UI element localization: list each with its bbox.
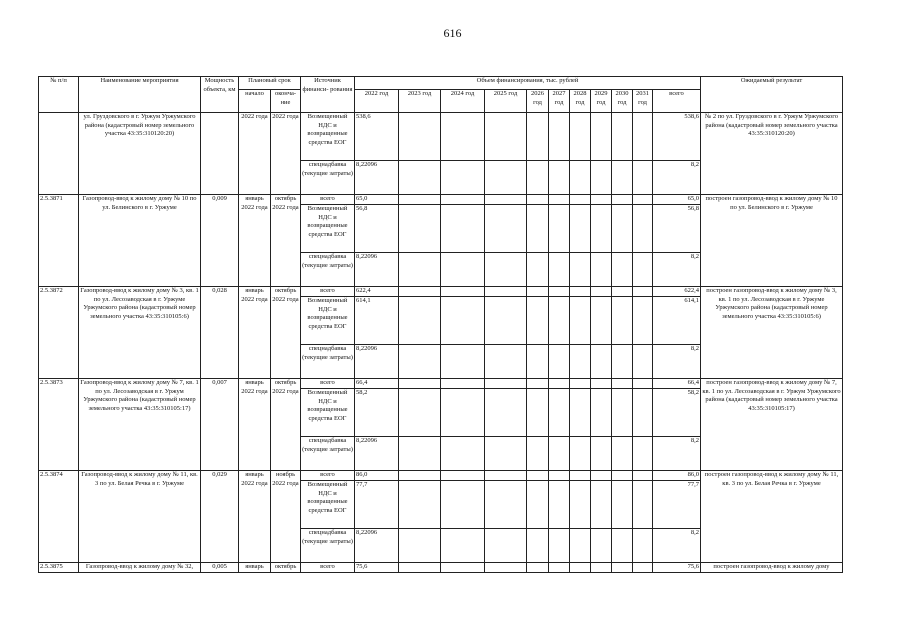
header-total: всего — [653, 90, 701, 113]
header-year: 2031 год — [633, 90, 653, 113]
header-source: Источник финанси- рования — [301, 77, 355, 113]
row-result: № 2 по ул. Груздовского в г. Уржум Уржумского района (кадастровый номер земельного участка 43:35:310120:20) — [701, 113, 843, 195]
row-name: Газопровод-ввод к жилому дому № 7, кв. 1 по ул. Лесозаводская в г. Уржум Уржумского района (кадастровый номер земельного участка 43:35:310105:17) — [79, 379, 201, 471]
page-number: 616 — [443, 26, 462, 40]
header-year: 2028 год — [570, 90, 591, 113]
row-start: 2022 года — [239, 113, 271, 195]
row-source: всего — [301, 471, 355, 481]
row-end: октябрь — [271, 563, 301, 573]
row-source: всего — [301, 195, 355, 205]
header-year: 2024 год — [441, 90, 485, 113]
header-year: 2026 год — [527, 90, 549, 113]
row-name: Газопровод-ввод к жилому дому № 32, — [79, 563, 201, 573]
row-source: спецнадбавка (текущие затраты) — [301, 161, 355, 195]
row-capacity: 0,009 — [201, 195, 239, 287]
value-2022: 65,0 — [355, 195, 399, 205]
header-year: 2027 год — [549, 90, 570, 113]
value-total: 65,0 — [653, 195, 701, 205]
value-2022: 58,2 — [355, 389, 399, 437]
row-name: Газопровод-ввод к жилому дому № 3, кв. 1 по ул. Лесозаводская в г. Уржуме Уржумского района (кадастровый номер земельного участка 43:35:310105:6) — [79, 287, 201, 379]
value-2022: 8,22096 — [355, 161, 399, 195]
row-result: построен газопровод-ввод к жилому дому № 7, кв. 1 по ул. Лесозаводская в г. Уржум Уржумского района (кадастровый номер земельного участка 43:35:310105:17) — [701, 379, 843, 471]
header-result: Ожидаемый результат — [701, 77, 843, 113]
table-row — [39, 195, 843, 205]
value-total: 58,2 — [653, 389, 701, 437]
value-total: 66,4 — [653, 379, 701, 389]
row-num — [39, 113, 79, 195]
row-capacity: 0,029 — [201, 471, 239, 563]
value-2022: 622,4 — [355, 287, 399, 297]
header-year: 2025 год — [485, 90, 527, 113]
row-result: построен газопровод-ввод к жилому дому № 10 по ул. Белинского в г. Уржуме — [701, 195, 843, 287]
value-2022: 614,1 — [355, 297, 399, 345]
header-capacity: Мощность объекта, км — [201, 77, 239, 113]
table-row — [39, 113, 843, 161]
row-source: спецнадбавка (текущие затраты) — [301, 437, 355, 471]
row-name: ул. Груздовского в г. Уржум Уржумского района (кадастровый номер земельного участка 43:35:310120:20) — [79, 113, 201, 195]
row-start: январь 2022 года — [239, 379, 271, 471]
value-2022: 8,22096 — [355, 529, 399, 563]
financing-table — [38, 76, 843, 573]
row-source: всего — [301, 287, 355, 297]
value-2022: 77,7 — [355, 481, 399, 529]
header-year: 2029 год — [591, 90, 612, 113]
value-2022: 66,4 — [355, 379, 399, 389]
row-end: октябрь 2022 года — [271, 195, 301, 287]
value-total: 614,1 — [653, 297, 701, 345]
value-2022: 8,22096 — [355, 437, 399, 471]
row-source: Возмещенный НДС и возвращенные средства ЕОГ — [301, 113, 355, 161]
row-end: ноябрь 2022 года — [271, 471, 301, 563]
row-start: январь 2022 года — [239, 287, 271, 379]
row-result: построен газопровод-ввод к жилому дому № 3, кв. 1 по ул. Лесозаводская в г. Уржуме Уржумского района (кадастровый номер земельного участка 43:35:310105:6) — [701, 287, 843, 379]
value-total: 75,6 — [653, 563, 701, 573]
value-total: 56,8 — [653, 205, 701, 253]
row-source: Возмещенный НДС и возвращенные средства ЕОГ — [301, 205, 355, 253]
header-year: 2022 год — [355, 90, 399, 113]
row-source: Возмещенный НДС и возвращенные средства ЕОГ — [301, 481, 355, 529]
row-end: октябрь 2022 года — [271, 379, 301, 471]
value-total: 8,2 — [653, 529, 701, 563]
row-start: январь — [239, 563, 271, 573]
value-total: 8,2 — [653, 161, 701, 195]
value-total: 8,2 — [653, 437, 701, 471]
table-row — [39, 471, 843, 481]
row-num: 2.5.3874 — [39, 471, 79, 563]
header-year: 2023 год — [399, 90, 441, 113]
header-year: 2030 год — [612, 90, 633, 113]
value-2022: 8,22096 — [355, 345, 399, 379]
row-result: построен газопровод-ввод к жилому дому — [701, 563, 843, 573]
row-source: спецнадбавка (текущие затраты) — [301, 253, 355, 287]
row-source: спецнадбавка (текущие затраты) — [301, 529, 355, 563]
header-num: № п/п — [39, 77, 79, 113]
row-source: Возмещенный НДС и возвращенные средства ЕОГ — [301, 297, 355, 345]
value-total: 8,2 — [653, 253, 701, 287]
header-name: Наименование мероприятия — [79, 77, 201, 113]
row-source: спецнадбавка (текущие затраты) — [301, 345, 355, 379]
value-2022: 8,22096 — [355, 253, 399, 287]
header-volume: Объем финансирования, тыс. рублей — [355, 77, 701, 90]
row-capacity: 0,007 — [201, 379, 239, 471]
row-source: всего — [301, 379, 355, 389]
row-source: Возмещенный НДС и возвращенные средства ЕОГ — [301, 389, 355, 437]
header-period-end: оконча- ние — [271, 90, 301, 113]
value-2022: 86,0 — [355, 471, 399, 481]
row-capacity: 0,028 — [201, 287, 239, 379]
row-source: всего — [301, 563, 355, 573]
row-num: 2.5.3871 — [39, 195, 79, 287]
value-2022: 538,6 — [355, 113, 399, 161]
row-end: октябрь 2022 года — [271, 287, 301, 379]
row-start: январь 2022 года — [239, 471, 271, 563]
value-2022: 75,6 — [355, 563, 399, 573]
row-result: построен газопровод-ввод к жилому дому № 11, кв. 3 по ул. Белая Речка в г. Уржуме — [701, 471, 843, 563]
row-end: 2022 года — [271, 113, 301, 195]
row-name: Газопровод-ввод к жилому дому № 10 по ул. Белинского в г. Уржуме — [79, 195, 201, 287]
row-capacity — [201, 113, 239, 195]
value-total: 8,2 — [653, 345, 701, 379]
table-row — [39, 379, 843, 389]
row-num: 2.5.3872 — [39, 287, 79, 379]
row-num: 2.5.3875 — [39, 563, 79, 573]
value-total: 622,4 — [653, 287, 701, 297]
row-start: январь 2022 года — [239, 195, 271, 287]
value-total: 86,0 — [653, 471, 701, 481]
header-period: Плановый срок — [239, 77, 301, 90]
value-total: 77,7 — [653, 481, 701, 529]
table-row — [39, 563, 843, 573]
value-total: 538,6 — [653, 113, 701, 161]
value-2022: 56,8 — [355, 205, 399, 253]
table-row — [39, 287, 843, 297]
header-period-start: начало — [239, 90, 271, 113]
row-num: 2.5.3873 — [39, 379, 79, 471]
row-name: Газопровод-ввод к жилому дому № 11, кв. 3 по ул. Белая Речка в г. Уржуме — [79, 471, 201, 563]
row-capacity: 0,005 — [201, 563, 239, 573]
